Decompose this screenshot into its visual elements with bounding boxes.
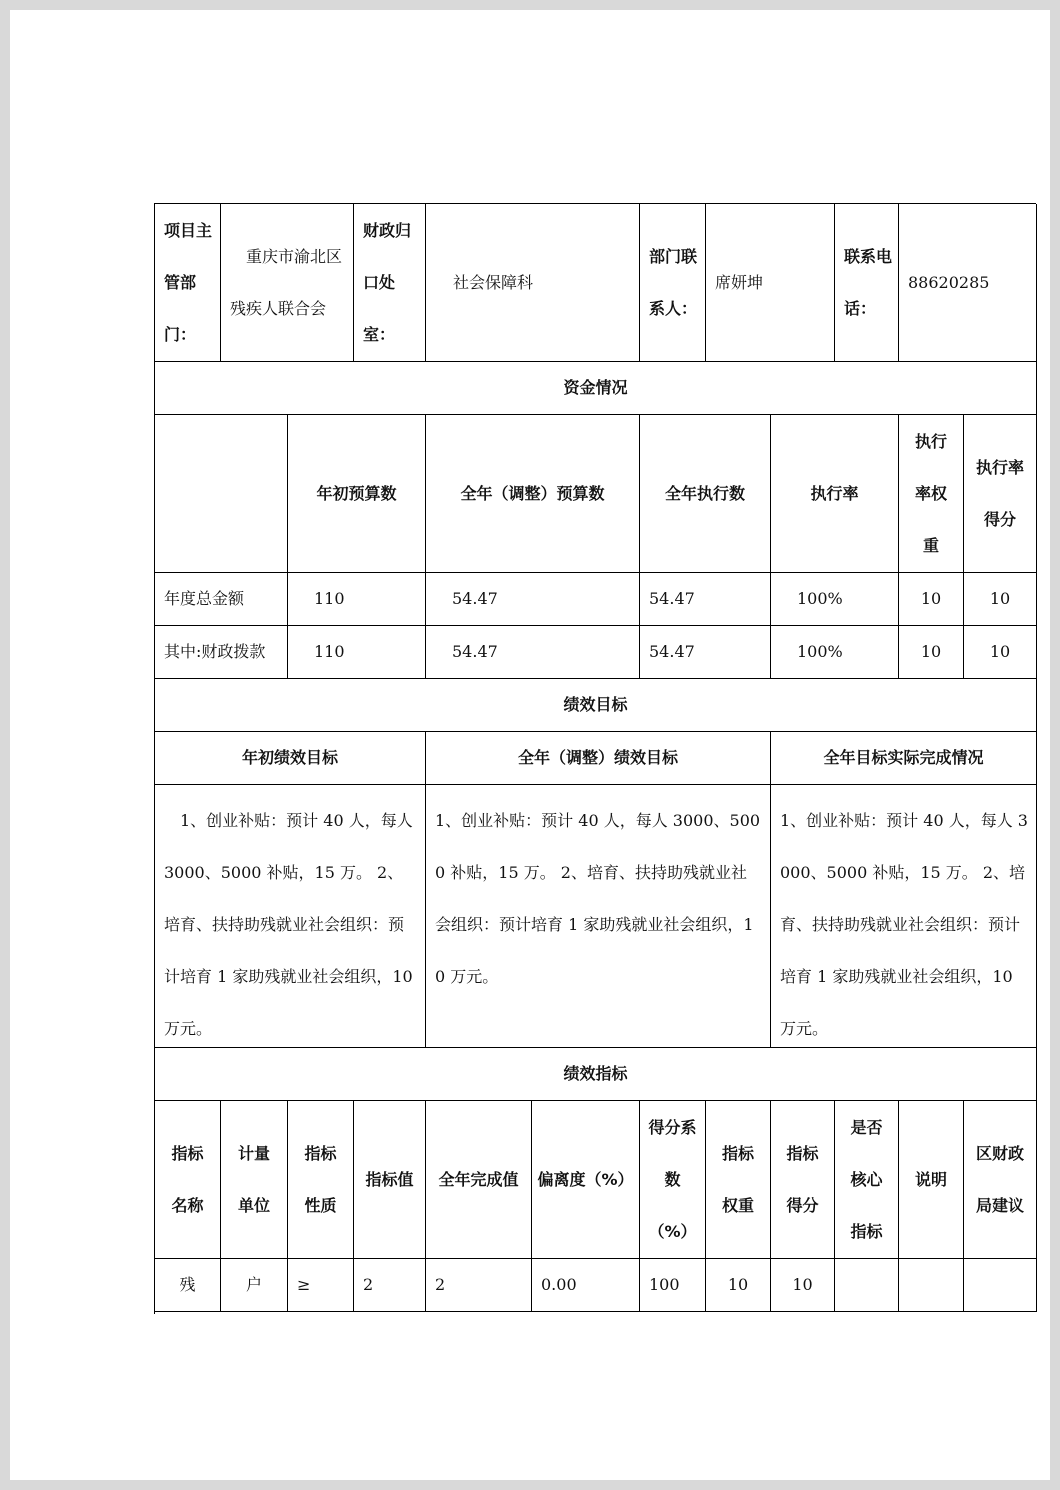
funds-header-adjusted: 全年（调整）预算数 [426, 415, 640, 573]
goals-adjusted-text: 1、创业补贴：预计 40 人，每人 3000、5000 补贴，15 万。 2、培育、扶持助残就业社会组织：预计培育 1 家助残就业社会组织，10 万元。 [426, 785, 771, 1048]
ind-row-score: 10 [771, 1259, 835, 1312]
funds-row-executed: 54.47 [640, 626, 771, 679]
ind-row-value: 2 [354, 1259, 426, 1312]
funds-row-label: 年度总金额 [155, 573, 288, 626]
ind-row-completed: 2 [426, 1259, 532, 1312]
goals-initial-text: 1、创业补贴：预计 40 人，每人 3000、5000 补贴，15 万。 2、培育、扶持助残就业社会组织：预计培育 1 家助残就业社会组织，10 万元。 [155, 785, 426, 1048]
ind-header-note: 说明 [899, 1101, 964, 1259]
funds-header-score: 执行率得分 [964, 415, 1037, 573]
funds-row-initial: 110 [288, 573, 426, 626]
funds-header-blank [155, 415, 288, 573]
ind-header-score: 指标得分 [771, 1101, 835, 1259]
funds-row-rate: 100% [771, 573, 899, 626]
goals-header-initial: 年初绩效目标 [155, 732, 426, 785]
ind-row-deviation: 0.00 [532, 1259, 640, 1312]
phone-label: 联系电话： [835, 204, 899, 362]
funds-row-label: 其中:财政拨款 [155, 626, 288, 679]
ind-row-suggestion [964, 1259, 1037, 1312]
ind-header-core: 是否核心指标 [835, 1101, 899, 1259]
ind-row-unit: 户 [221, 1259, 288, 1312]
ind-header-nature: 指标性质 [288, 1101, 354, 1259]
funds-row-score: 10 [964, 626, 1037, 679]
indicators-section-title: 绩效指标 [155, 1048, 1037, 1101]
funds-header-initial: 年初预算数 [288, 415, 426, 573]
dept-value: 重庆市渝北区残疾人联合会 [221, 204, 354, 362]
ind-header-value: 指标值 [354, 1101, 426, 1259]
funds-header-rate: 执行率 [771, 415, 899, 573]
funds-row-weight: 10 [899, 626, 964, 679]
funds-row-score: 10 [964, 573, 1037, 626]
ind-row-name: 残 [155, 1259, 221, 1312]
goals-header-actual: 全年目标实际完成情况 [771, 732, 1037, 785]
contact-value: 席妍坤 [706, 204, 835, 362]
ind-row-note [899, 1259, 964, 1312]
goals-actual-text: 1、创业补贴：预计 40 人，每人 3000、5000 补贴，15 万。 2、培育、扶持助残就业社会组织：预计培育 1 家助残就业社会组织，10 万元。 [771, 785, 1037, 1048]
dept-label: 项目主管部门： [155, 204, 221, 362]
ind-header-unit: 计量单位 [221, 1101, 288, 1259]
goals-header-adjusted: 全年（调整）绩效目标 [426, 732, 771, 785]
ind-row-nature: ≥ [288, 1259, 354, 1312]
ind-row-core [835, 1259, 899, 1312]
funds-header-weight: 执行率权重 [899, 415, 964, 573]
ind-header-weight: 指标权重 [706, 1101, 771, 1259]
document-page [10, 10, 1050, 1480]
office-value: 社会保障科 [426, 204, 640, 362]
ind-header-deviation: 偏离度（%） [532, 1101, 640, 1259]
phone-value: 88620285 [899, 204, 1037, 362]
contact-label: 部门联系人： [640, 204, 706, 362]
funds-row-rate: 100% [771, 626, 899, 679]
office-label: 财政归口处室： [354, 204, 426, 362]
ind-header-coefficient: 得分系数（%） [640, 1101, 706, 1259]
funds-header-executed: 全年执行数 [640, 415, 771, 573]
performance-table [154, 203, 1036, 1314]
funds-row-adjusted: 54.47 [426, 626, 640, 679]
ind-header-completed: 全年完成值 [426, 1101, 532, 1259]
ind-row-coefficient: 100 [640, 1259, 706, 1312]
ind-header-suggestion: 区财政局建议 [964, 1101, 1037, 1259]
funds-row-initial: 110 [288, 626, 426, 679]
funds-row-adjusted: 54.47 [426, 573, 640, 626]
ind-header-name: 指标名称 [155, 1101, 221, 1259]
funds-row-executed: 54.47 [640, 573, 771, 626]
ind-row-weight: 10 [706, 1259, 771, 1312]
funds-row-weight: 10 [899, 573, 964, 626]
goals-section-title: 绩效目标 [155, 679, 1037, 732]
funds-section-title: 资金情况 [155, 362, 1037, 415]
